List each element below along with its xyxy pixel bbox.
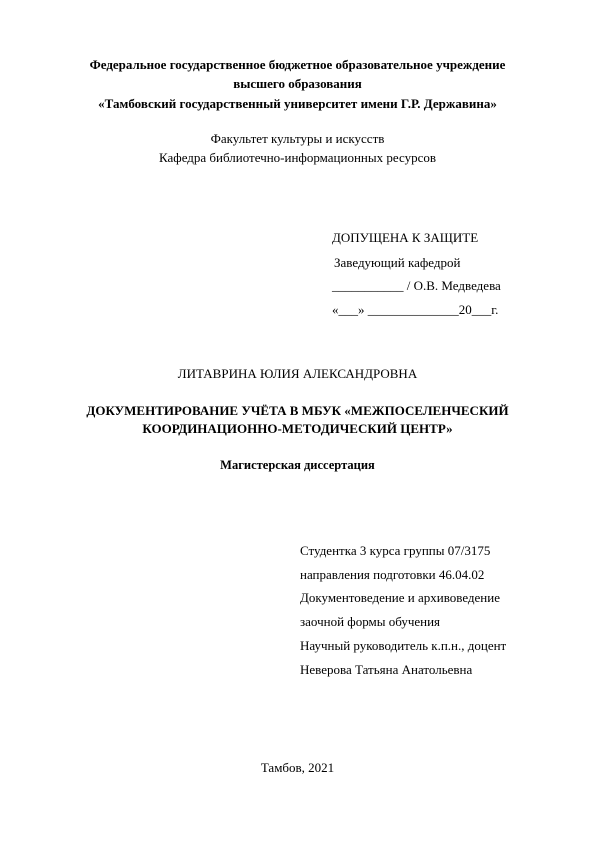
institution-line-1: Федеральное государственное бюджетное образовательное учреждение: [89, 57, 506, 72]
faculty-name: Факультет культуры и искусств: [210, 131, 385, 146]
institution-line-2: высшего образования: [233, 76, 362, 91]
author-name: ЛИТАВРИНА ЮЛИЯ АЛЕКСАНДРОВНА: [177, 366, 418, 381]
approval-role: Заведующий кафедрой: [334, 255, 461, 270]
approval-date: «___» ______________20___г.: [332, 302, 499, 317]
student-info-line-1: Студентка 3 курса группы 07/3175: [300, 543, 491, 558]
thesis-title-line-2: КООРДИНАЦИОННО-МЕТОДИЧЕСКИЙ ЦЕНТР»: [142, 421, 453, 436]
institution-line-3: «Тамбовский государственный университет имени Г.Р. Державина»: [98, 96, 497, 111]
city-year: Тамбов, 2021: [260, 760, 335, 775]
student-info-line-3: Документоведение и архивоведение: [300, 590, 500, 605]
thesis-type: Магистерская диссертация: [220, 458, 375, 472]
student-info-line-5: Научный руководитель к.п.н., доцент: [300, 638, 507, 653]
department-name: Кафедра библиотечно-информационных ресурсов: [159, 150, 436, 165]
thesis-title-line-1: ДОКУМЕНТИРОВАНИЕ УЧЁТА В МБУК «МЕЖПОСЕЛЕНЧЕСКИЙ: [86, 403, 509, 418]
student-info-line-6: Неверова Татьяна Анатольевна: [300, 662, 473, 677]
student-info-line-2: направления подготовки 46.04.02: [300, 567, 485, 582]
approval-signature: ___________ / О.В. Медведева: [332, 278, 501, 293]
student-info-line-4: заочной формы обучения: [300, 614, 441, 629]
approval-title: ДОПУЩЕНА К ЗАЩИТЕ: [332, 230, 479, 245]
